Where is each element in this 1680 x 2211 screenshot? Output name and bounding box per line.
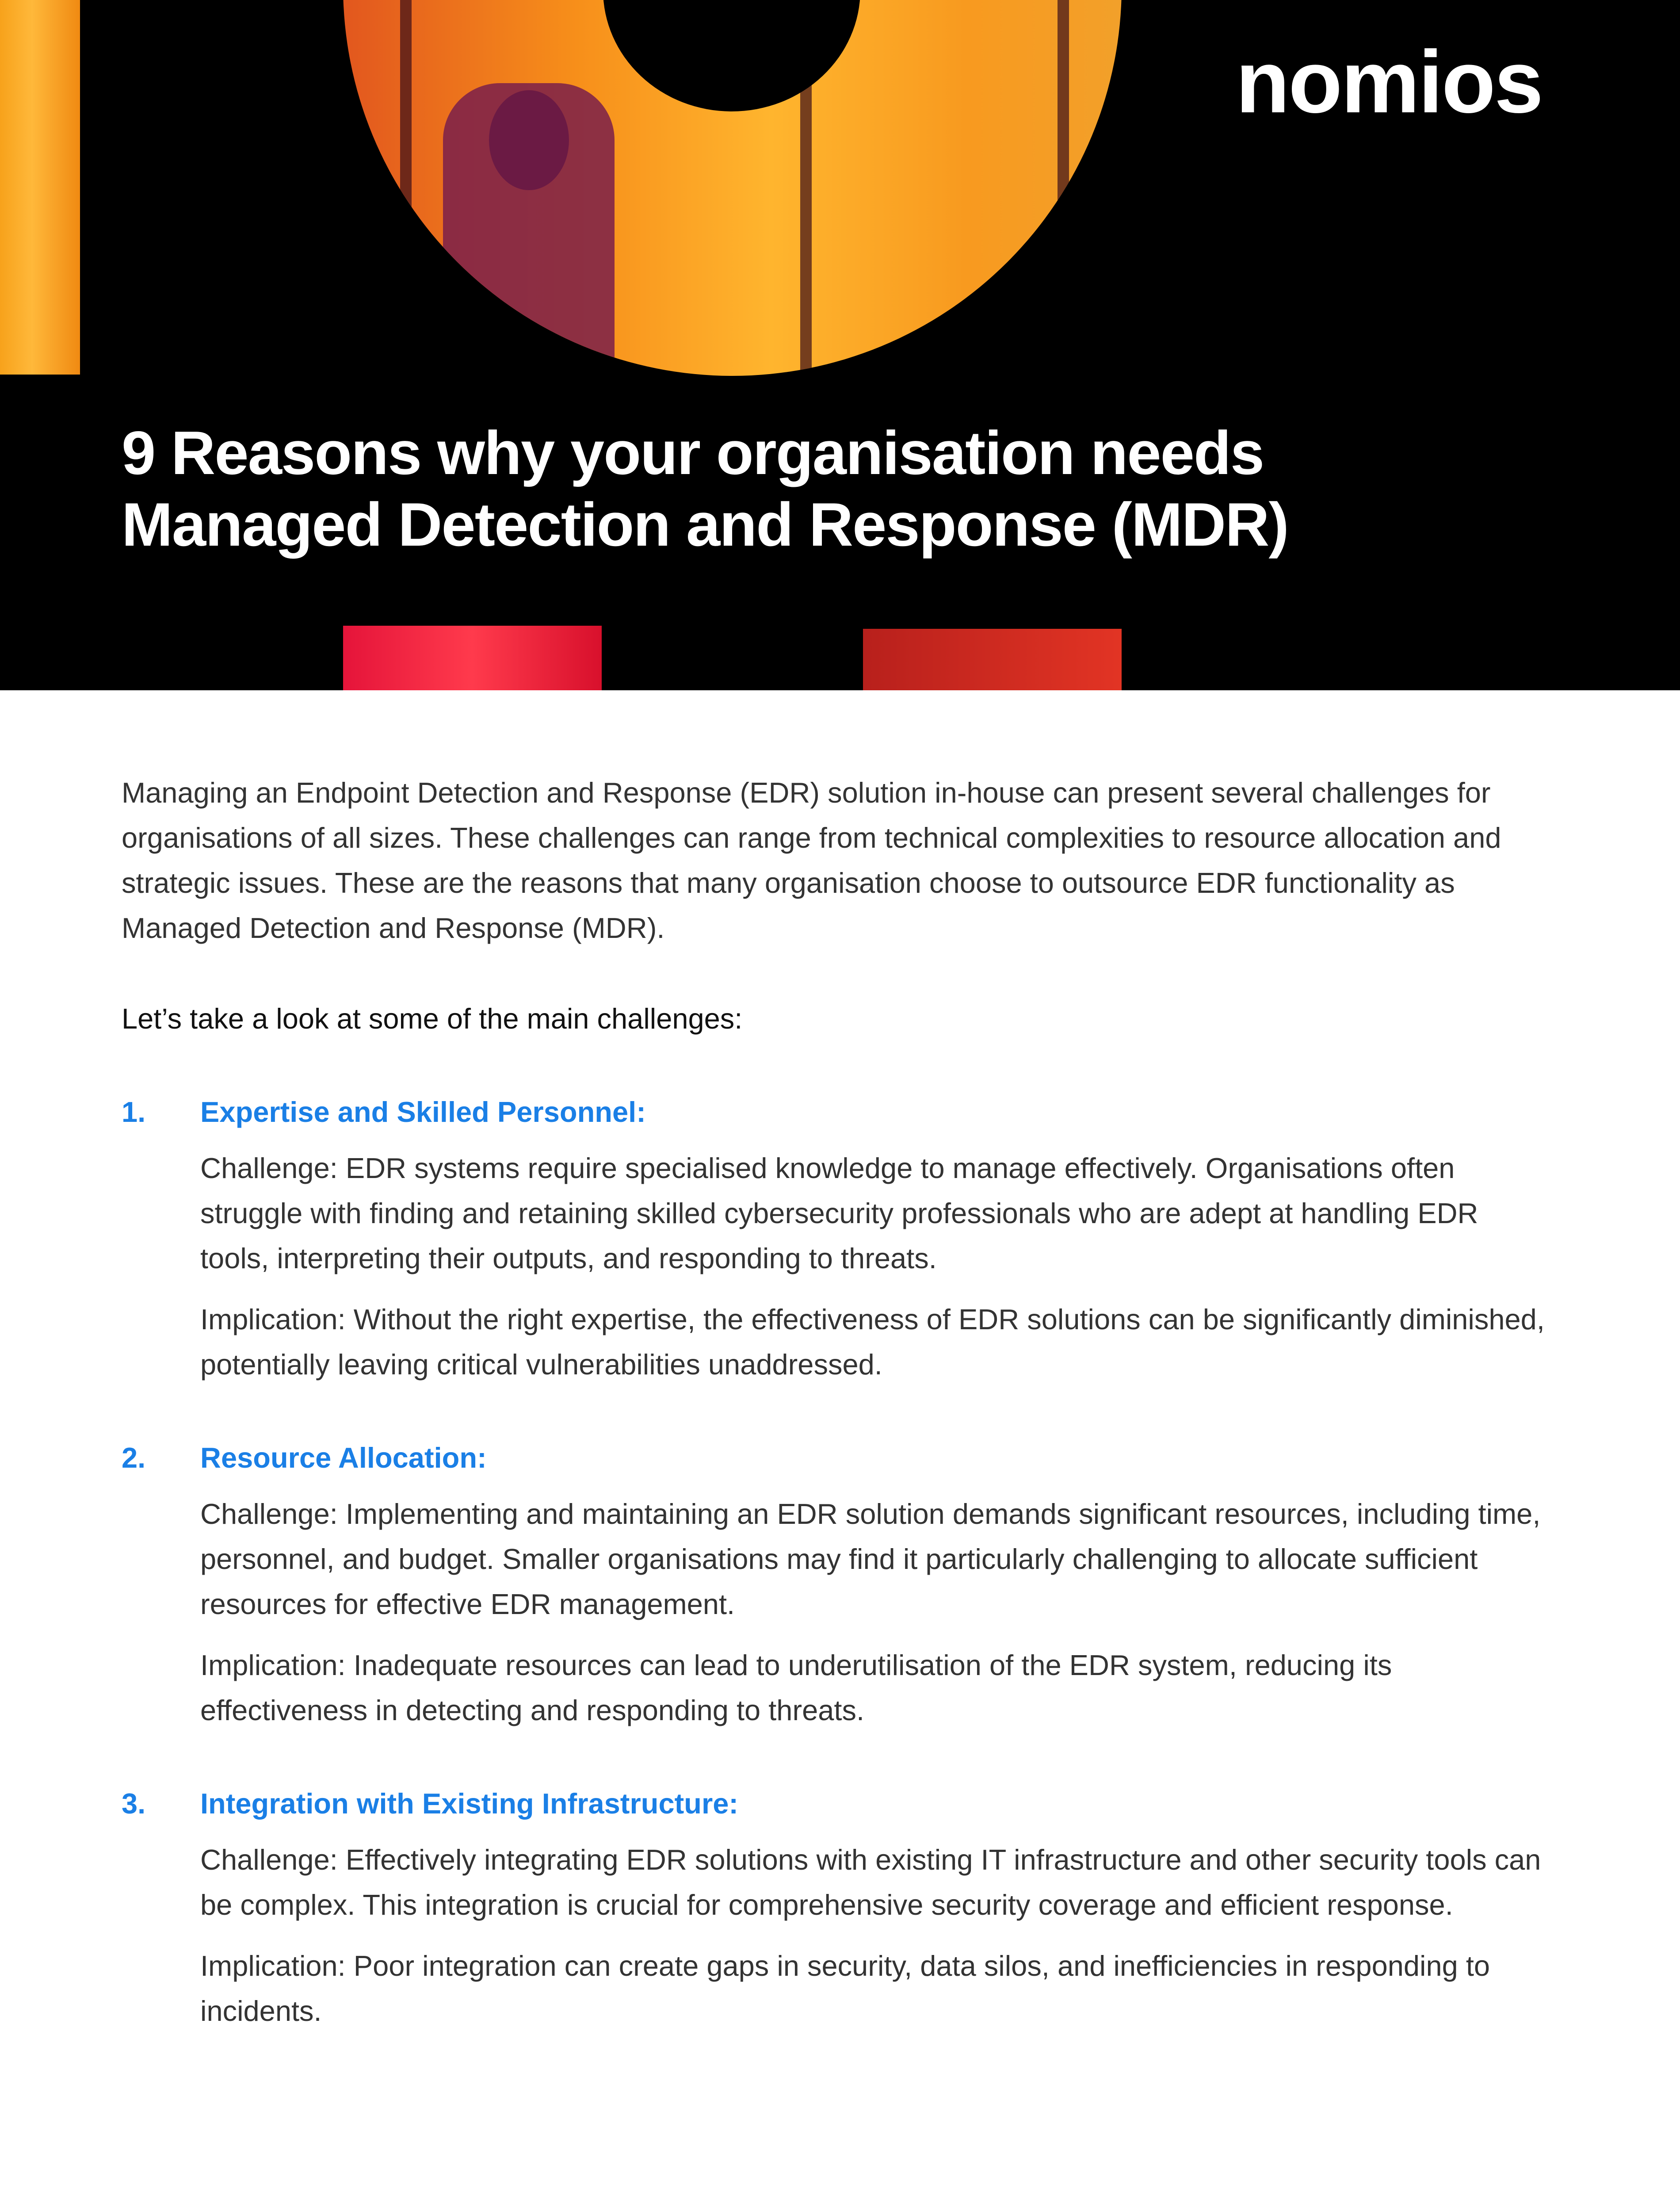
item-challenge: Challenge: EDR systems require specialised knowledge to manage effectively. Organisations often struggle with finding and retaining skilled cybersecurity professionals who are adept at handling EDR tools, interpreting their outputs, and responding to threats. [200, 1152, 1478, 1274]
person-head [489, 90, 569, 190]
nomios-logo: nomios [1236, 33, 1543, 131]
item-number: 1. [122, 1096, 146, 1128]
item-number: 3. [122, 1787, 146, 1820]
list-item [122, 1436, 1550, 1733]
page-title [122, 417, 1288, 561]
item-title: Integration with Existing Infrastructure: [200, 1787, 739, 1820]
item-number: 2. [122, 1442, 146, 1474]
content [122, 770, 1550, 2076]
list-item [122, 1782, 1550, 2034]
ring-hole [603, 0, 860, 111]
item-title: Resource Allocation: [200, 1442, 487, 1474]
lead-text: Let’s take a look at some of the main challenges: [122, 1002, 743, 1035]
intro-paragraph: Managing an Endpoint Detection and Response (EDR) solution in-house can present several challenges for organisations of all sizes. These challenges can range from technical complexities to resource allocation and strategic issues. These are the reasons that many organisation choose to outsource EDR functionality as Managed Detection and Response (MDR). [122, 777, 1501, 944]
item-title: Expertise and Skilled Personnel: [200, 1096, 646, 1128]
hero-image-block [343, 626, 602, 690]
title-line-1: 9 Reasons why your organisation needs [122, 419, 1264, 487]
hero-image-ring [343, 0, 1122, 376]
item-implication: Implication: Without the right expertise, the effectiveness of EDR solutions can be significantly diminished, potentially leaving critical vulnerabilities unaddressed. [200, 1303, 1545, 1381]
item-implication: Implication: Inadequate resources can lead to underutilisation of the EDR system, reducing its effectiveness in detecting and responding to threats. [200, 1649, 1392, 1726]
hero-image-strip [0, 0, 80, 375]
item-challenge: Challenge: Implementing and maintaining an EDR solution demands significant resources, including time, personnel, and budget. Smaller organisations may find it particularly challenging to allocate sufficient resources for effective EDR management. [200, 1498, 1541, 1620]
hero-image-bar [1058, 0, 1069, 376]
list-item [122, 1090, 1550, 1387]
title-line-2: Managed Detection and Response (MDR) [122, 490, 1288, 559]
hero-image-block [863, 629, 1122, 690]
hero-image-bar [400, 0, 412, 376]
hero-banner [0, 0, 1680, 690]
item-implication: Implication: Poor integration can create gaps in security, data silos, and inefficiencies in responding to incidents. [200, 1950, 1490, 2027]
item-challenge: Challenge: Effectively integrating EDR solutions with existing IT infrastructure and other security tools can be complex. This integration is crucial for comprehensive security coverage and efficient response. [200, 1844, 1541, 1921]
